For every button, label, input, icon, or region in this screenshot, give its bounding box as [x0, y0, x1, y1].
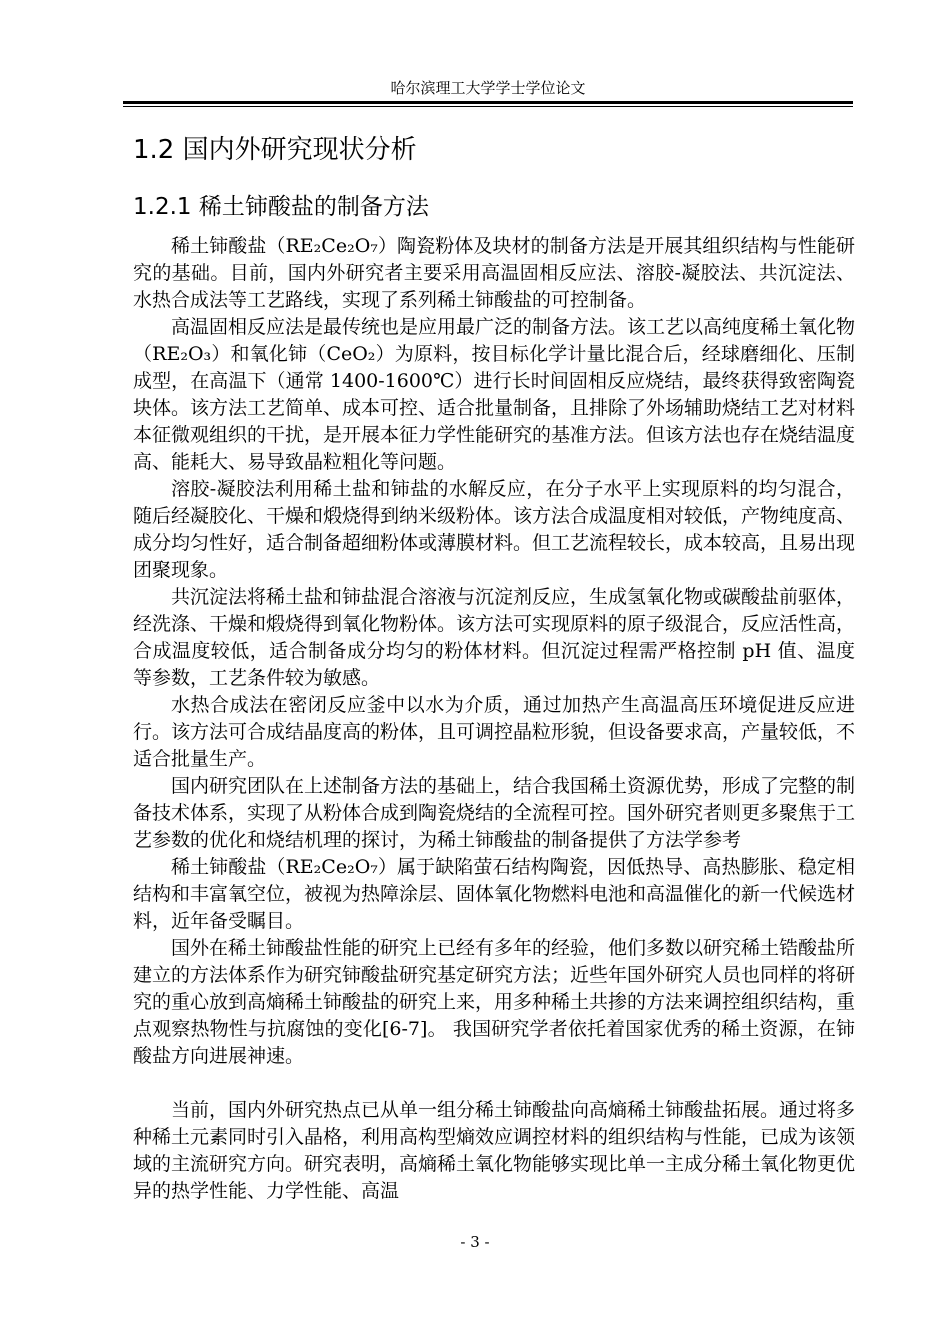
header-rule-thick [123, 101, 853, 104]
running-header: 哈尔滨理工大学学士学位论文 [390, 79, 586, 97]
paragraph: 水热合成法在密闭反应釜中以水为介质，通过加热产生高温高压环境促进反应进行。该方法可合成结晶度高的粉体，且可调控晶粒形貌，但设备要求高，产量较低，不适合批量生产。 [133, 694, 856, 770]
paragraph: 当前，国内外研究热点已从单一组分稀土铈酸盐向高熵稀土铈酸盐拓展。通过将多种稀土元素同时引入晶格，利用高构型熵效应调控材料的组织结构与性能，已成为该领域的主流研究方向。研究表明，高熵稀土氧化物能够实现比单一主成分稀土氧化物更优异的热学性能、力学性能、高温 [133, 1099, 856, 1202]
page-number: - 3 - [460, 1233, 490, 1251]
body-text [133, 233, 855, 1205]
paragraph: 共沉淀法将稀土盐和铈盐混合溶液与沉淀剂反应，生成氢氧化物或碳酸盐前驱体，经洗涤、干燥和煅烧得到氧化物粉体。该方法可实现原料的原子级混合，反应活性高，合成温度较低，适合制备成分均匀的粉体材料。但沉淀过程需严格控制 pH 值、温度等参数，工艺条件较为敏感。 [133, 586, 856, 689]
paragraph: 国外在稀土铈酸盐性能的研究上已经有多年的经验，他们多数以研究稀土锆酸盐所建立的方法体系作为研究铈酸盐研究基定研究方法；近些年国外研究人员也同样的将研究的重心放到高熵稀土铈酸盐的研究上来，用多种稀土共掺的方法来调控组织结构，重点观察热物性与抗腐蚀的变化[6-7]。 我国研究学者依托着国家优秀的稀土资源，在铈酸盐方向进展神速。 [133, 937, 856, 1067]
section-heading: 1.2 国内外研究现状分析 [133, 135, 417, 165]
paragraph: 稀土铈酸盐（RE₂Ce₂O₇）属于缺陷萤石结构陶瓷，因低热导、高热膨胀、稳定相结构和丰富氧空位，被视为热障涂层、固体氧化物燃料电池和高温催化的新一代候选材料，近年备受瞩目。 [133, 856, 856, 932]
subsection-heading: 1.2.1 稀土铈酸盐的制备方法 [133, 194, 429, 220]
paragraph: 国内研究团队在上述制备方法的基础上，结合我国稀土资源优势，形成了完整的制备技术体系，实现了从粉体合成到陶瓷烧结的全流程可控。国外研究者则更多聚焦于工艺参数的优化和烧结机理的探讨，为稀土铈酸盐的制备提供了方法学参考 [133, 775, 856, 851]
header-rule-thin [123, 106, 853, 107]
paragraph: 溶胶-凝胶法利用稀土盐和铈盐的水解反应，在分子水平上实现原料的均匀混合，随后经凝胶化、干燥和煅烧得到纳米级粉体。该方法合成温度相对较低，产物纯度高、成分均匀性好，适合制备超细粉体或薄膜材料。但工艺流程较长，成本较高，且易出现团聚现象。 [133, 478, 856, 581]
paragraph: 稀土铈酸盐（RE₂Ce₂O₇）陶瓷粉体及块材的制备方法是开展其组织结构与性能研究的基础。目前，国内外研究者主要采用高温固相反应法、溶胶-凝胶法、共沉淀法、水热合成法等工艺路线，实现了系列稀土铈酸盐的可控制备。 [133, 235, 855, 311]
paragraph: 高温固相反应法是最传统也是应用最广泛的制备方法。该工艺以高纯度稀土氧化物（RE₂O₃）和氧化铈（CeO₂）为原料，按目标化学计量比混合后，经球磨细化、压制成型，在高温下（通常 1400-1600℃）进行长时间固相反应烧结，最终获得致密陶瓷块体。该方法工艺简单、成本可控、适合批量制备，且排除了外场辅助烧结工艺对材料本征微观组织的干扰，是开展本征力学性能研究的基准方法。但该方法也存在烧结温度高、能耗大、易导致晶粒粗化等问题。 [133, 316, 856, 473]
